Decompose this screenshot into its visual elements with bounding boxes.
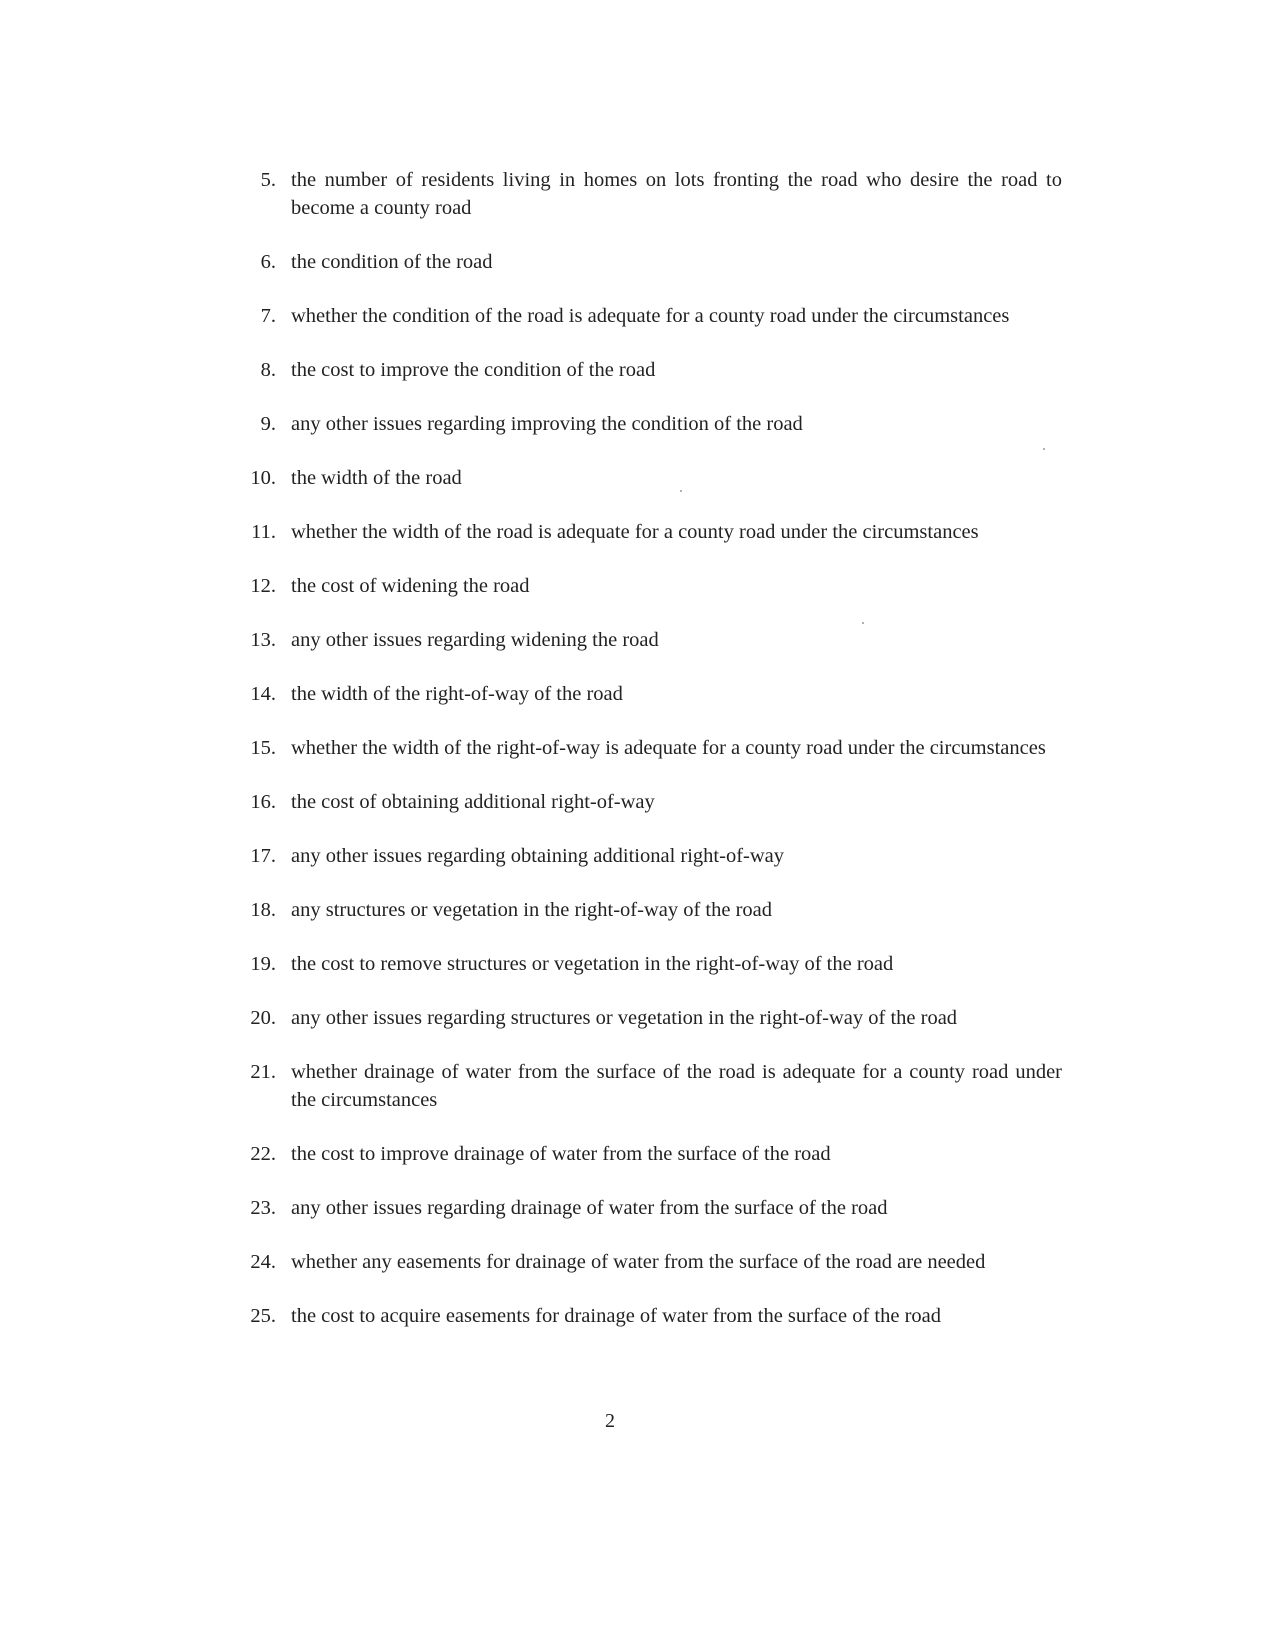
item-text: any other issues regarding widening the road (291, 629, 659, 651)
item-text: the cost of obtaining additional right-of-way (291, 791, 655, 813)
item-text: the cost of widening the road (291, 575, 530, 597)
item-text: the cost to improve the condition of the road (291, 359, 656, 381)
scan-speck (1043, 448, 1045, 450)
item-text: the cost to acquire easements for drainage of water from the surface of the road (291, 1305, 942, 1327)
item-number: 22. (250, 1143, 276, 1165)
item-number: 11. (251, 521, 276, 543)
list-item (240, 1248, 1062, 1276)
list-item (240, 1058, 1062, 1114)
item-text: whether drainage of water from the surface of the road is adequate for a county road under the circumstances (291, 1061, 1062, 1111)
list-item (240, 518, 1062, 546)
item-text: the cost to remove structures or vegetation in the right-of-way of the road (291, 953, 894, 975)
criteria-list (240, 166, 1062, 1356)
list-item (240, 166, 1062, 222)
item-text: the condition of the road (291, 251, 493, 273)
list-item (240, 842, 1062, 870)
list-item (240, 734, 1062, 762)
item-text: any other issues regarding structures or vegetation in the right-of-way of the road (291, 1007, 958, 1029)
item-text: whether the width of the right-of-way is adequate for a county road under the circumstances (291, 737, 1046, 759)
item-text: the cost to improve drainage of water from the surface of the road (291, 1143, 831, 1165)
item-text: any other issues regarding drainage of water from the surface of the road (291, 1197, 888, 1219)
list-item (240, 1194, 1062, 1222)
list-item (240, 410, 1062, 438)
item-number: 25. (250, 1305, 276, 1327)
list-item (240, 680, 1062, 708)
item-text: any other issues regarding obtaining additional right-of-way (291, 845, 785, 867)
item-number: 15. (250, 737, 276, 759)
item-text: whether the condition of the road is adequate for a county road under the circumstances (291, 305, 1010, 327)
scan-speck (680, 490, 682, 492)
list-item (240, 356, 1062, 384)
item-text: any structures or vegetation in the right-of-way of the road (291, 899, 773, 921)
list-item (240, 950, 1062, 978)
item-number: 21. (250, 1061, 276, 1083)
item-number: 18. (250, 899, 276, 921)
list-item (240, 788, 1062, 816)
list-item (240, 248, 1062, 276)
item-number: 5. (260, 169, 276, 191)
item-number: 6. (260, 251, 276, 273)
item-number: 14. (250, 683, 276, 705)
item-number: 19. (250, 953, 276, 975)
item-text: any other issues regarding improving the condition of the road (291, 413, 803, 435)
item-number: 7. (260, 305, 276, 327)
list-item (240, 302, 1062, 330)
item-number: 20. (250, 1007, 276, 1029)
list-item (240, 626, 1062, 654)
item-number: 23. (250, 1197, 276, 1219)
list-item (240, 572, 1062, 600)
item-number: 8. (260, 359, 276, 381)
item-number: 17. (250, 845, 276, 867)
list-item (240, 1140, 1062, 1168)
list-item (240, 464, 1062, 492)
item-number: 24. (250, 1251, 276, 1273)
page-number: 2 (605, 1410, 615, 1432)
list-item (240, 1302, 1062, 1330)
list-item (240, 1004, 1062, 1032)
item-text: whether the width of the road is adequate for a county road under the circumstances (291, 521, 979, 543)
scan-speck (862, 622, 864, 624)
item-text: whether any easements for drainage of water from the surface of the road are needed (291, 1251, 986, 1273)
item-number: 13. (250, 629, 276, 651)
item-text: the number of residents living in homes on lots fronting the road who desire the road to become a county road (291, 169, 1062, 219)
item-number: 16. (250, 791, 276, 813)
item-number: 12. (250, 575, 276, 597)
list-item (240, 896, 1062, 924)
item-number: 10. (250, 467, 276, 489)
item-text: the width of the road (291, 467, 462, 489)
item-text: the width of the right-of-way of the road (291, 683, 623, 705)
item-number: 9. (260, 413, 276, 435)
